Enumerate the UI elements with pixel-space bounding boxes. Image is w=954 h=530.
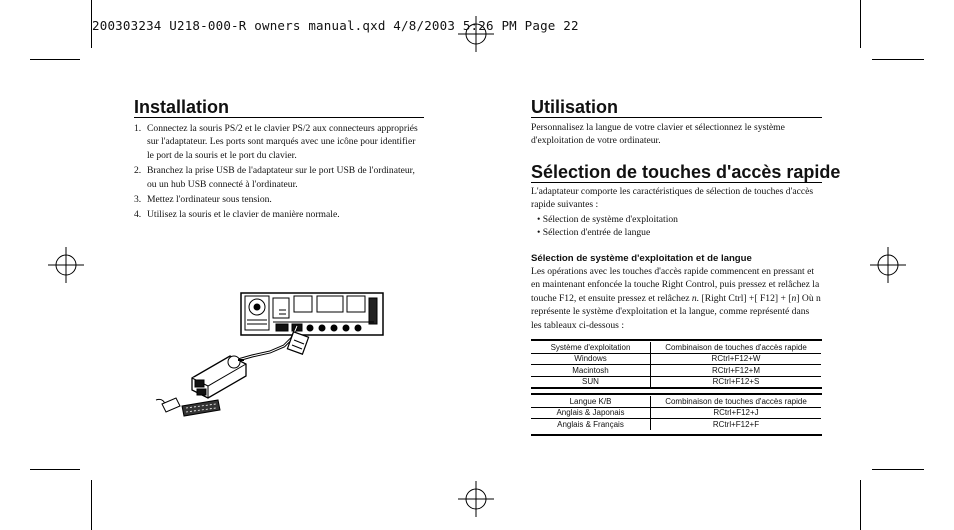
table-cell: Anglais & Japonais bbox=[531, 407, 651, 419]
usb-ps2-adapter-illustration bbox=[134, 280, 404, 432]
list-item: 4. Utilisez la souris et le clavier de manière normale. bbox=[134, 209, 340, 221]
language-hotkey-table bbox=[531, 396, 821, 430]
variable-n: n bbox=[791, 292, 797, 304]
variable-n: n. bbox=[691, 292, 700, 304]
crop-mark bbox=[872, 59, 924, 60]
ps2-plugs bbox=[156, 398, 220, 416]
file-slug: 200303234 U218-000-R owners manual.qxd 4/8/2003 5:26 PM Page 22 bbox=[92, 18, 579, 33]
crop-mark bbox=[30, 469, 80, 470]
table-header: Système d'exploitation bbox=[531, 342, 651, 353]
installation-steps bbox=[134, 122, 424, 223]
crop-mark bbox=[30, 59, 80, 60]
list-item: 1. Connectez la souris PS/2 et le clavier PS/2 aux connecteurs appropriés sur l'adaptateur. Les ports sont marqués avec une icône pour identifier le port de la souris et le port du clavier. bbox=[134, 123, 418, 161]
adapter-body bbox=[192, 356, 246, 398]
hotkeys-heading: Sélection de touches d'accès rapide bbox=[531, 162, 841, 182]
table-top-rule bbox=[531, 339, 822, 341]
list-item: 2. Branchez la prise USB de l'adaptateur sur le port USB de l'ordinateur, ou un hub USB connecté à l'ordinateur. bbox=[134, 165, 415, 190]
table-cell: RCtrl+F12+W bbox=[651, 353, 822, 365]
key-sequence: [Right Ctrl] +[ F12] + [ bbox=[701, 292, 792, 304]
table-row bbox=[531, 376, 821, 387]
registration-mark-icon bbox=[46, 245, 86, 285]
crop-mark bbox=[872, 469, 924, 470]
table-cell: SUN bbox=[531, 376, 651, 387]
key-sequence-end: ] bbox=[796, 292, 800, 304]
list-item: • Sélection d'entrée de langue bbox=[537, 227, 651, 239]
table-cell: Macintosh bbox=[531, 365, 651, 377]
heading-rule bbox=[531, 182, 822, 183]
table-bottom-rule bbox=[531, 434, 822, 436]
utilisation-text: Personnalisez la langue de votre clavier et sélectionnez le système d'exploitation de votre ordinateur. bbox=[531, 122, 785, 147]
os-hotkey-table bbox=[531, 342, 821, 387]
crop-mark bbox=[860, 480, 861, 530]
crop-mark bbox=[860, 0, 861, 48]
hotkeys-paragraph-tail: Où n représente le système d'exploitation et la langue, comme représenté dans les tableaux ci-dessous : bbox=[531, 292, 821, 331]
table-header: Combinaison de touches d'accès rapide bbox=[651, 342, 822, 353]
table-header: Langue K/B bbox=[531, 396, 651, 407]
table-row bbox=[531, 353, 821, 365]
table-row bbox=[531, 407, 821, 419]
hotkeys-paragraph-text: Les opérations avec les touches d'accès rapide commencent en pressant et en maintenant enfoncée la touche Right Control, puis pressez et relâchez la touche F12, et ensuite pressez et relâchez bbox=[531, 266, 820, 304]
utilisation-heading: Utilisation bbox=[531, 97, 619, 117]
heading-rule bbox=[134, 117, 424, 118]
table-cell: RCtrl+F12+S bbox=[712, 377, 760, 387]
table-cell: Windows bbox=[531, 353, 651, 365]
table-header: Combinaison de touches d'accès rapide bbox=[651, 396, 822, 407]
registration-mark-icon bbox=[456, 479, 496, 519]
table-bottom-rule bbox=[531, 387, 822, 389]
table-cell: RCtrl+F12+F bbox=[712, 419, 760, 429]
registration-mark-icon bbox=[868, 245, 908, 285]
installation-heading: Installation bbox=[134, 97, 230, 117]
list-item: • Sélection de système d'exploitation bbox=[537, 214, 678, 225]
table-cell: RCtrl+F12+M bbox=[651, 365, 822, 377]
hotkeys-subheading: Sélection de système d'exploitation et de langue bbox=[531, 253, 752, 264]
list-item: 3. Mettez l'ordinateur sous tension. bbox=[134, 194, 272, 206]
hotkeys-bullet-list bbox=[537, 213, 678, 240]
table-top-rule bbox=[531, 393, 822, 395]
table-cell: RCtrl+F12+J bbox=[651, 407, 822, 419]
hotkeys-intro: L'adaptateur comporte les caractéristiques de sélection de touches d'accès rapide suivantes : bbox=[531, 186, 814, 211]
table-cell: Anglais & Français bbox=[531, 419, 651, 430]
table-row bbox=[531, 419, 821, 430]
crop-mark bbox=[91, 480, 92, 530]
computer-back-panel bbox=[241, 293, 383, 335]
table-row bbox=[531, 365, 821, 377]
hotkeys-paragraph bbox=[531, 265, 822, 332]
heading-rule bbox=[531, 117, 822, 118]
